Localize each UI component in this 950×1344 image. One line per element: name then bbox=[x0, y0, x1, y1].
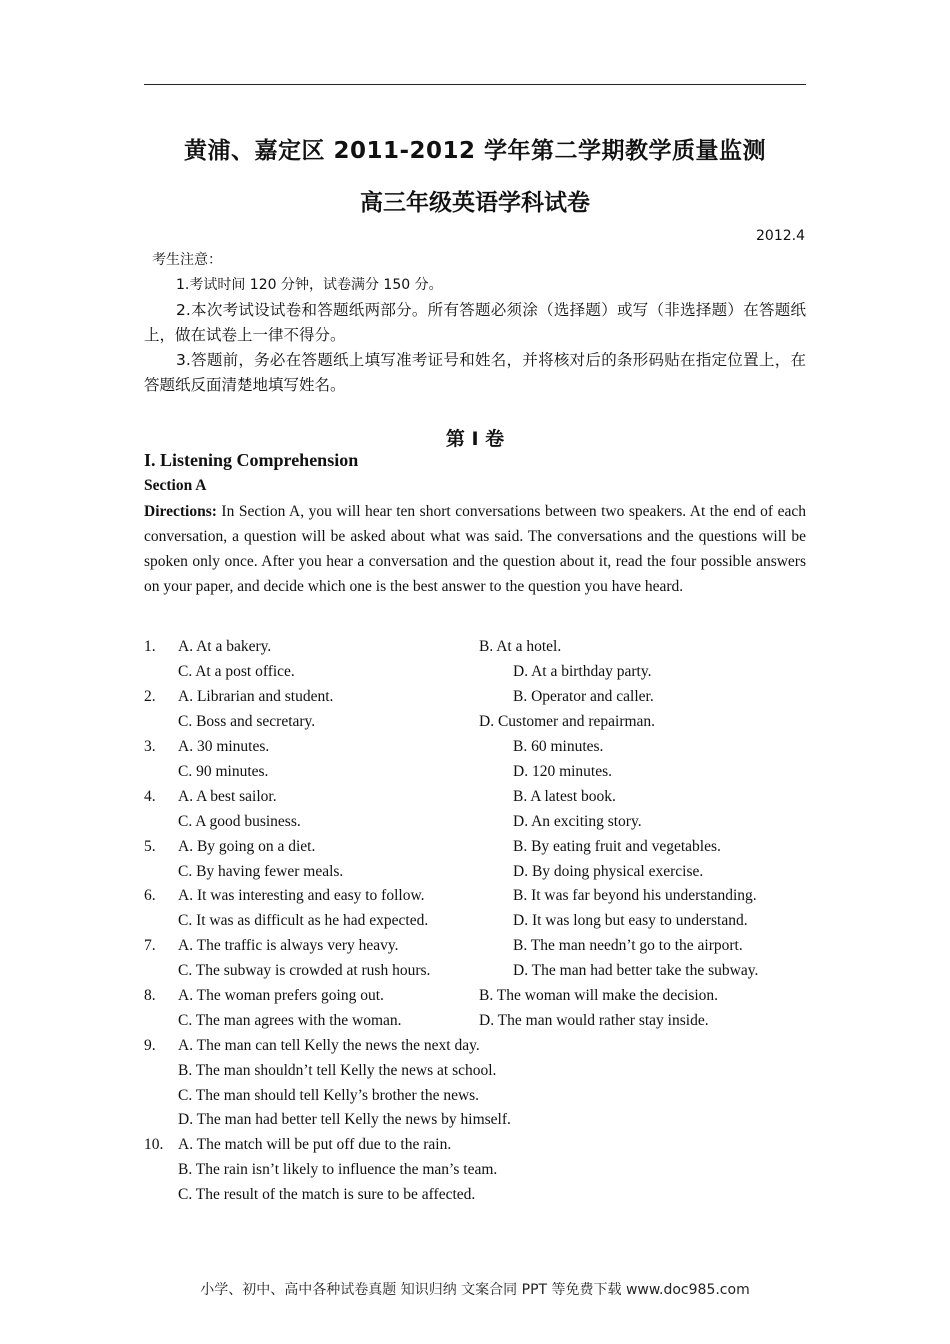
notice-item-2: 2.本次考试设试卷和答题纸两部分。所有答题必须涂（选择题）或写（非选择题）在答题纸上，做在试卷上一律不得分。 bbox=[144, 301, 806, 344]
option-b: B. The woman will make the decision. bbox=[479, 987, 719, 1004]
option-c: C. It was as difficult as he had expected. bbox=[178, 912, 429, 929]
option-d: D. It was long but easy to understand. bbox=[513, 912, 748, 929]
option-c: C. A good business. bbox=[178, 813, 301, 830]
notice-item-1: 1.考试时间 120 分钟，试卷满分 150 分。 bbox=[176, 277, 443, 293]
option-c: C. The man agrees with the woman. bbox=[178, 1012, 402, 1029]
option-c: C. The subway is crowded at rush hours. bbox=[178, 962, 431, 979]
question-number: 9. bbox=[144, 1037, 156, 1054]
option-c: C. The man should tell Kelly’s brother the news. bbox=[178, 1087, 480, 1104]
notice-heading: 考生注意： bbox=[152, 252, 222, 268]
option-c: C. Boss and secretary. bbox=[178, 713, 316, 730]
option-c: C. The result of the match is sure to be affected. bbox=[178, 1186, 476, 1203]
option-a: A. The man can tell Kelly the news the next day. bbox=[178, 1037, 480, 1054]
question-number: 6. bbox=[144, 887, 156, 904]
question-number: 3. bbox=[144, 738, 156, 755]
option-c: C. By having fewer meals. bbox=[178, 863, 344, 880]
option-d: D. The man had better take the subway. bbox=[513, 962, 759, 979]
option-b: B. The man needn’t go to the airport. bbox=[513, 937, 743, 954]
option-c: C. 90 minutes. bbox=[178, 763, 269, 780]
directions-text: In Section A, you will hear ten short conversations between two speakers. At the end of each conversation, a question will be asked about what was said. The conversations and the questions will be spoken only once. After you hear a conversation and the question about it, read the four possible answers on your paper, and decide which one is the best answer to the question you have heard. bbox=[144, 503, 806, 595]
option-b: B. At a hotel. bbox=[479, 638, 562, 655]
option-c: C. At a post office. bbox=[178, 663, 295, 680]
exam-subtitle: 高三年级英语学科试卷 bbox=[360, 190, 590, 216]
question-number: 10. bbox=[144, 1136, 164, 1153]
question-number: 4. bbox=[144, 788, 156, 805]
option-d: D. An exciting story. bbox=[513, 813, 642, 830]
question-number: 5. bbox=[144, 838, 156, 855]
option-b: B. Operator and caller. bbox=[513, 688, 654, 705]
subsection-title: Section A bbox=[144, 477, 207, 494]
option-d: D. At a birthday party. bbox=[513, 663, 652, 680]
option-d: D. By doing physical exercise. bbox=[513, 863, 704, 880]
directions-label: Directions: bbox=[144, 503, 217, 520]
option-a: A. The traffic is always very heavy. bbox=[178, 937, 399, 954]
section-title: I. Listening Comprehension bbox=[144, 450, 359, 470]
option-a: A. It was interesting and easy to follow. bbox=[178, 887, 425, 904]
question-number: 8. bbox=[144, 987, 156, 1004]
option-d: D. 120 minutes. bbox=[513, 763, 613, 780]
option-a: A. By going on a diet. bbox=[178, 838, 316, 855]
question-number: 2. bbox=[144, 688, 156, 705]
option-a: A. The woman prefers going out. bbox=[178, 987, 384, 1004]
option-b: B. By eating fruit and vegetables. bbox=[513, 838, 721, 855]
option-a: A. A best sailor. bbox=[178, 788, 277, 805]
question-number: 1. bbox=[144, 638, 156, 655]
option-b: B. A latest book. bbox=[513, 788, 616, 805]
option-a: A. The match will be put off due to the rain. bbox=[178, 1136, 452, 1153]
question-number: 7. bbox=[144, 937, 156, 954]
notice-item-3: 3.答题前，务必在答题纸上填写准考证号和姓名，并将核对后的条形码贴在指定位置上，在答题纸反面清楚地填写姓名。 bbox=[144, 351, 806, 394]
volume-heading: 第 I 卷 bbox=[445, 428, 505, 450]
footer-text: 小学、初中、高中各种试卷真题 知识归纳 文案合同 PPT 等免费下载 www.doc985.com bbox=[200, 1282, 750, 1298]
option-a: A. 30 minutes. bbox=[178, 738, 270, 755]
option-b: B. The man shouldn’t tell Kelly the news at school. bbox=[178, 1062, 497, 1079]
option-d: D. The man had better tell Kelly the news by himself. bbox=[178, 1111, 511, 1128]
top-rule bbox=[144, 84, 806, 85]
option-d: D. Customer and repairman. bbox=[479, 713, 656, 730]
exam-date: 2012.4 bbox=[756, 228, 805, 244]
option-b: B. 60 minutes. bbox=[513, 738, 604, 755]
option-b: B. The rain isn’t likely to influence the man’s team. bbox=[178, 1161, 498, 1178]
directions bbox=[144, 499, 806, 599]
option-d: D. The man would rather stay inside. bbox=[479, 1012, 709, 1029]
option-b: B. It was far beyond his understanding. bbox=[513, 887, 757, 904]
option-a: A. At a bakery. bbox=[178, 638, 272, 655]
option-a: A. Librarian and student. bbox=[178, 688, 334, 705]
exam-title: 黄浦、嘉定区 2011-2012 学年第二学期教学质量监测 bbox=[183, 138, 767, 164]
